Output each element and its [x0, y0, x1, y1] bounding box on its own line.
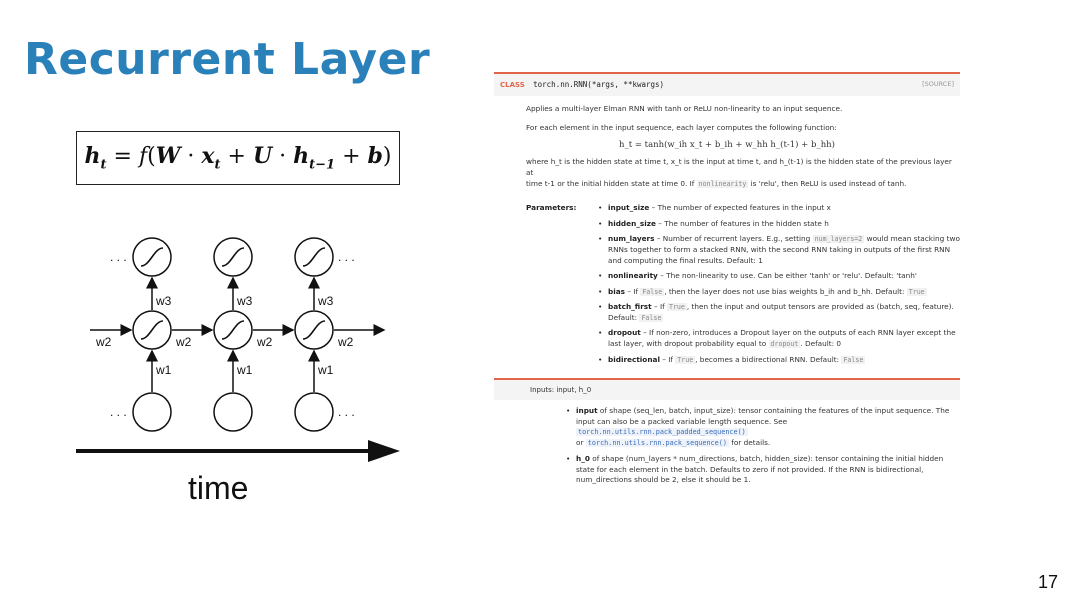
page-number: 17 — [1037, 572, 1058, 592]
pack-padded-sequence-link[interactable]: torch.nn.utils.rnn.pack_padded_sequence() — [578, 428, 746, 437]
input-node — [295, 393, 333, 431]
param-name: dropout — [608, 328, 641, 338]
formula-text: $h_t = f(W \cdot x_t + U \cdot h_{t-1} + b)$ — [84, 143, 392, 173]
param-input-size — [608, 203, 960, 214]
ellipsis: . . . — [110, 250, 127, 264]
param-text: , then the input and output tensors are provided as (batch, seq, feature). Default: — [608, 302, 954, 322]
time-arrow-head — [368, 440, 400, 462]
input-text: of shape (seq_len, batch, input_size): tensor containing the features of the input sequence. The input can also be a packed variable length sequence. See — [576, 406, 950, 426]
param-text: – The number of features in the hidden state h — [655, 218, 829, 228]
param-text: – If — [651, 302, 667, 312]
param-name: bidirectional — [608, 354, 660, 364]
pytorch-rnn-doc — [494, 72, 960, 491]
param-name: num_layers — [608, 234, 655, 244]
parameters-list — [594, 203, 960, 370]
parameters-label: Parameters: — [526, 203, 577, 213]
h0-item — [576, 454, 960, 486]
h0-name: h_0 — [576, 453, 590, 463]
w2-label: w2 — [338, 335, 354, 349]
param-code: True — [908, 287, 925, 296]
class-signature: torch.nn.RNN(*args, **kwargs) — [533, 79, 665, 89]
class-tag: CLASS — [500, 80, 525, 89]
input-name: input — [576, 406, 598, 416]
param-text: – Number of recurrent layers. E.g., setting — [654, 234, 813, 244]
doc-equation: h_t = tanh(w_ih x_t + b_ih + w_hh h_(t-1) + b_hh) — [619, 140, 835, 151]
doc-intro: Applies a multi-layer Elman RNN with tanh or ReLU non-linearity to an input sequence. — [526, 104, 843, 113]
param-dropout — [608, 328, 960, 349]
doc-header — [494, 72, 960, 96]
param-code: False — [641, 313, 662, 322]
param-bias — [608, 287, 960, 298]
param-hidden-size — [608, 219, 960, 230]
input-details: for details. — [728, 438, 771, 448]
w3-label: w3 — [318, 294, 334, 308]
slide-title: Recurrent Layer — [24, 34, 431, 85]
inputs-section — [494, 406, 960, 486]
param-text: . Default: 0 — [800, 338, 842, 348]
param-text: – The number of expected features in the input x — [649, 203, 831, 213]
input-node — [214, 393, 252, 431]
param-name: bias — [608, 286, 625, 296]
w1-label: w1 — [318, 363, 334, 377]
ellipsis: . . . — [110, 405, 127, 419]
time-label: time — [188, 470, 249, 506]
param-name: nonlinearity — [608, 271, 658, 281]
doc-where-1: where h_t is the hidden state at time t, x_t is the input at time t, and h_(t-1) is the hidden state of the previous layer at — [526, 157, 952, 178]
where-text-a: time t-1 or the initial hidden state at time 0. If — [526, 178, 697, 188]
param-text: – If non-zero, introduces a Dropout layer on the outputs of each RNN layer except the last layer, with dropout probability equal to — [608, 328, 956, 348]
input-item — [576, 406, 960, 449]
param-batch-first — [608, 302, 960, 323]
doc-each-element: For each element in the input sequence, each layer computes the following function: — [526, 122, 837, 132]
w3-label: w3 — [156, 294, 172, 308]
input-node — [133, 393, 171, 431]
w3-label: w3 — [237, 294, 253, 308]
param-name: input_size — [608, 203, 650, 213]
parameters-section — [494, 203, 960, 370]
w2-label: w2 — [96, 335, 112, 349]
doc-where-2 — [494, 179, 960, 190]
param-text: – If — [659, 354, 676, 364]
inputs-header: Inputs: input, h_0 — [494, 378, 960, 400]
param-text: – The non-linearity to use. Can be either 'tanh' or 'relu'. Default: 'tanh' — [657, 271, 917, 281]
rnn-unrolled-diagram — [70, 230, 410, 470]
where-text-b: is 'relu', then ReLU is used instead of tanh. — [748, 178, 907, 188]
input-or: or — [576, 438, 586, 448]
param-text: – If — [625, 286, 641, 296]
param-num-layers — [608, 234, 960, 266]
param-bidirectional — [608, 355, 960, 366]
w2-label: w2 — [257, 335, 273, 349]
param-text: , then the layer does not use bias weights b_ih and b_hh. Default: — [664, 286, 907, 296]
param-code: False — [843, 355, 864, 364]
ellipsis: . . . — [338, 250, 355, 264]
ellipsis: . . . — [338, 405, 355, 419]
recurrence-formula — [76, 131, 400, 185]
param-code: num_layers=2 — [814, 235, 863, 244]
param-name: hidden_size — [608, 218, 656, 228]
param-code: True — [677, 355, 694, 364]
param-code: False — [642, 287, 663, 296]
param-code: dropout — [770, 339, 799, 348]
w1-label: w1 — [156, 363, 172, 377]
param-code: True — [668, 303, 685, 312]
source-link[interactable]: [SOURCE] — [922, 80, 954, 89]
h0-text: of shape (num_layers * num_directions, batch, hidden_size): tensor containing the initial hidden state for each element in the batch. Defaults to zero if not provided. If the RNN is bidirectional, num_directions should be 2, else it should be 1. — [576, 453, 944, 485]
param-nonlinearity — [608, 271, 960, 282]
param-text: would mean stacking two RNNs together to form a stacked RNN, with the second RNN taking in outputs of the first RNN and computing the final results. Default: 1 — [608, 234, 960, 265]
pack-sequence-link[interactable]: torch.nn.utils.rnn.pack_sequence() — [587, 439, 727, 448]
param-name: batch_first — [608, 302, 652, 312]
param-text: , becomes a bidirectional RNN. Default: — [695, 354, 842, 364]
w2-label: w2 — [176, 335, 192, 349]
w1-label: w1 — [237, 363, 253, 377]
nonlinearity-code: nonlinearity — [698, 179, 747, 188]
